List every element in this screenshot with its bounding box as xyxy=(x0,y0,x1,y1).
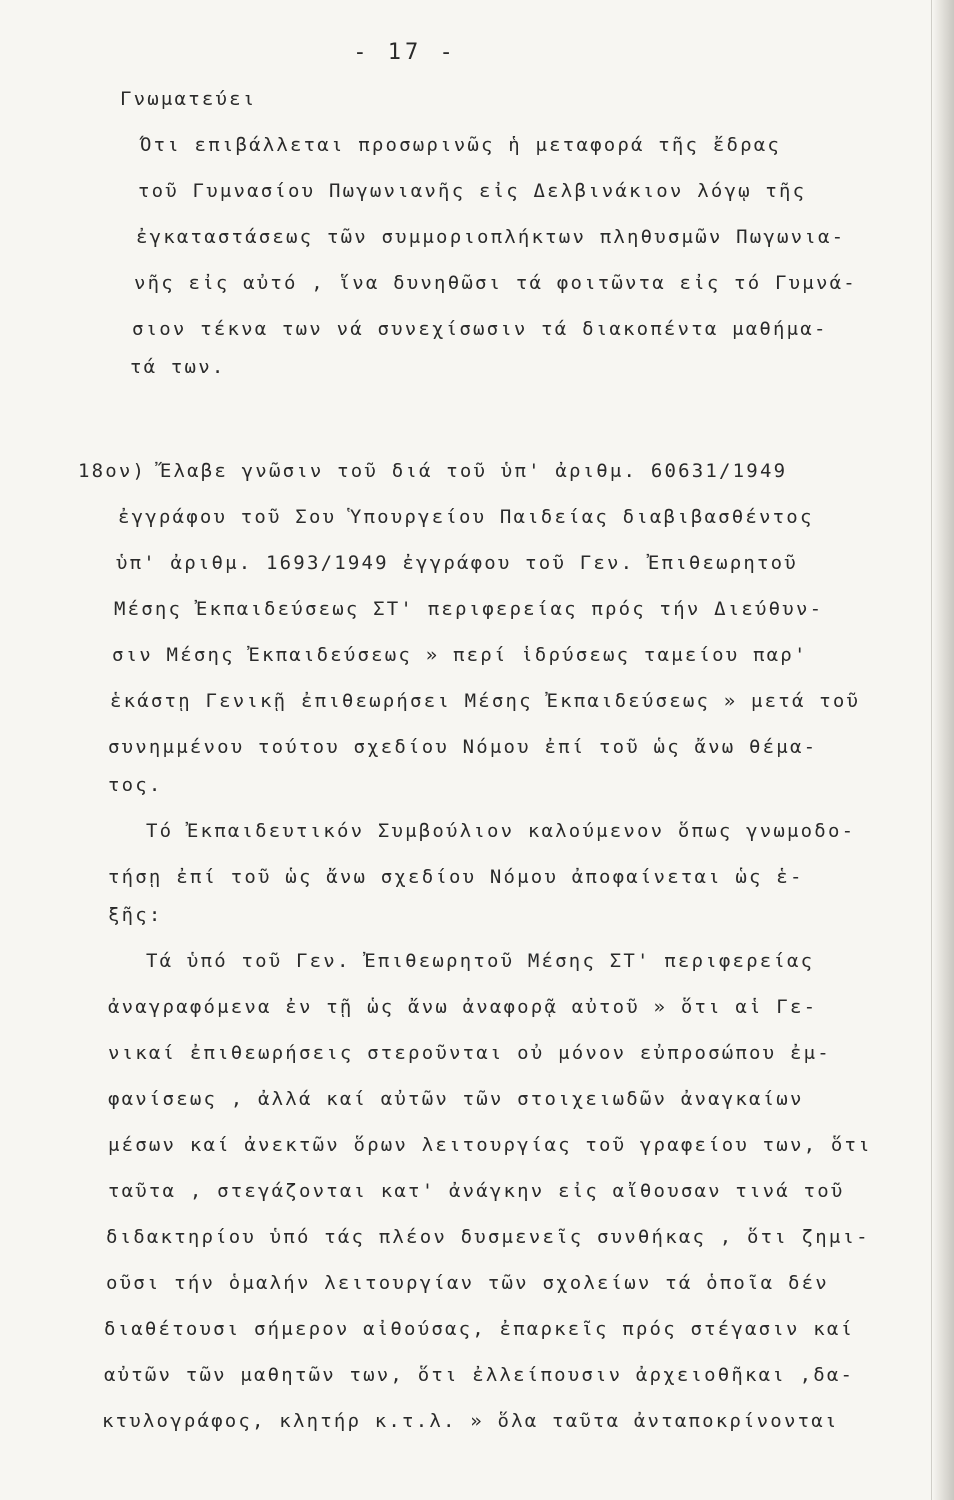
text-line: σιον τέκνα των νά συνεχίσωσιν τά διακοπέντα μαθήμα- xyxy=(132,318,828,340)
text-line: ξῆς: xyxy=(108,904,163,926)
binding-edge xyxy=(931,0,954,1500)
text-line: Τά ὑπό τοῦ Γεν. Ἐπιθεωρητοῦ Μέσης ΣΤ' περιφερείας xyxy=(146,950,815,972)
text-line: τος. xyxy=(108,774,163,796)
text-line: νικαί ἐπιθεωρήσεις στεροῦνται οὐ μόνον εὐπροσώπου ἐμ- xyxy=(108,1042,831,1064)
text-line: διαθέτουσι σήμερον αἰθούσας, ἐπαρκεῖς πρός στέγασιν καί xyxy=(104,1318,855,1340)
text-line: ὑπ' ἀριθμ. 1693/1949 ἐγγράφου τοῦ Γεν. Ἐπιθεωρητοῦ xyxy=(116,552,798,574)
text-line: Μέσης Ἐκπαιδεύσεως ΣΤ' περιφερείας πρός τήν Διεύθυν- xyxy=(114,598,824,620)
item-number-line: 18ον) Ἔλαβε γνῶσιν τοῦ διά τοῦ ὑπ' ἀριθμ. 60631/1949 xyxy=(78,460,788,482)
text-line: σιν Μέσης Ἐκπαιδεύσεως » περί ἱδρύσεως ταμείου παρ' xyxy=(112,644,808,666)
text-line: φανίσεως , ἀλλά καί αὐτῶν τῶν στοιχειωδῶν ἀναγκαίων xyxy=(108,1088,804,1110)
text-line: τά των. xyxy=(130,356,226,378)
text-line: διδακτηρίου ὑπό τάς πλέον δυσμενεῖς συνθήκας , ὅτι ζημι- xyxy=(106,1226,870,1248)
text-line: νῆς εἰς αὐτό , ἵνα δυνηθῶσι τά φοιτῶντα εἰς τό Γυμνά- xyxy=(134,272,857,294)
text-line: Τό Ἐκπαιδευτικόν Συμβούλιον καλούμενον ὅπως γνωμοδο- xyxy=(146,820,856,842)
text-line: οῦσι τήν ὁμαλήν λειτουργίαν τῶν σχολείων τά ὁποῖα δέν xyxy=(106,1272,829,1294)
text-line: αὐτῶν τῶν μαθητῶν των, ὅτι ἐλλείπουσιν ἀρχειοθῆκαι ,δα- xyxy=(104,1364,855,1386)
text-line: ταῦτα , στεγάζονται κατ' ἀνάγκην εἰς αἴθουσαν τινά τοῦ xyxy=(108,1180,845,1202)
page-number: - 17 - xyxy=(353,40,457,65)
text-line: ἐγγράφου τοῦ Σου Ὑπουργείου Παιδείας διαβιβασθέντος xyxy=(118,506,814,528)
text-line: συνημμένου τούτου σχεδίου Νόμου ἐπί τοῦ ὡς ἄνω θέμα- xyxy=(108,736,818,758)
text-line: τήσῃ ἐπί τοῦ ὡς ἄνω σχεδίου Νόμου ἀποφαίνεται ὡς ἑ- xyxy=(108,866,804,888)
text-line: ἑκάστῃ Γενικῇ ἐπιθεωρήσει Μέσης Ἐκπαιδεύσεως » μετά τοῦ xyxy=(110,690,861,712)
text-line: Ότι επιβάλλεται προσωρινῶς ἡ μεταφορά τῆς ἔδρας xyxy=(140,134,782,156)
text-line: Γνωματεύει xyxy=(120,88,257,110)
text-line: μέσων καί ἀνεκτῶν ὅρων λειτουργίας τοῦ γραφείου των, ὅτι xyxy=(108,1134,872,1156)
text-line: ἀναγραφόμενα ἐν τῇ ὡς ἄνω ἀναφορᾷ αὐτοῦ » ὅτι αἱ Γε- xyxy=(108,996,818,1018)
text-line: ἐγκαταστάσεως τῶν συμμοριοπλήκτων πληθυσμῶν Πωγωνια- xyxy=(136,226,846,248)
text-line: κτυλογράφος, κλητήρ κ.τ.λ. » ὅλα ταῦτα ἀνταποκρίνονται xyxy=(102,1410,839,1432)
text-line: τοῦ Γυμνασίου Πωγωνιανῆς εἰς Δελβινάκιον λόγῳ τῆς xyxy=(138,180,807,202)
